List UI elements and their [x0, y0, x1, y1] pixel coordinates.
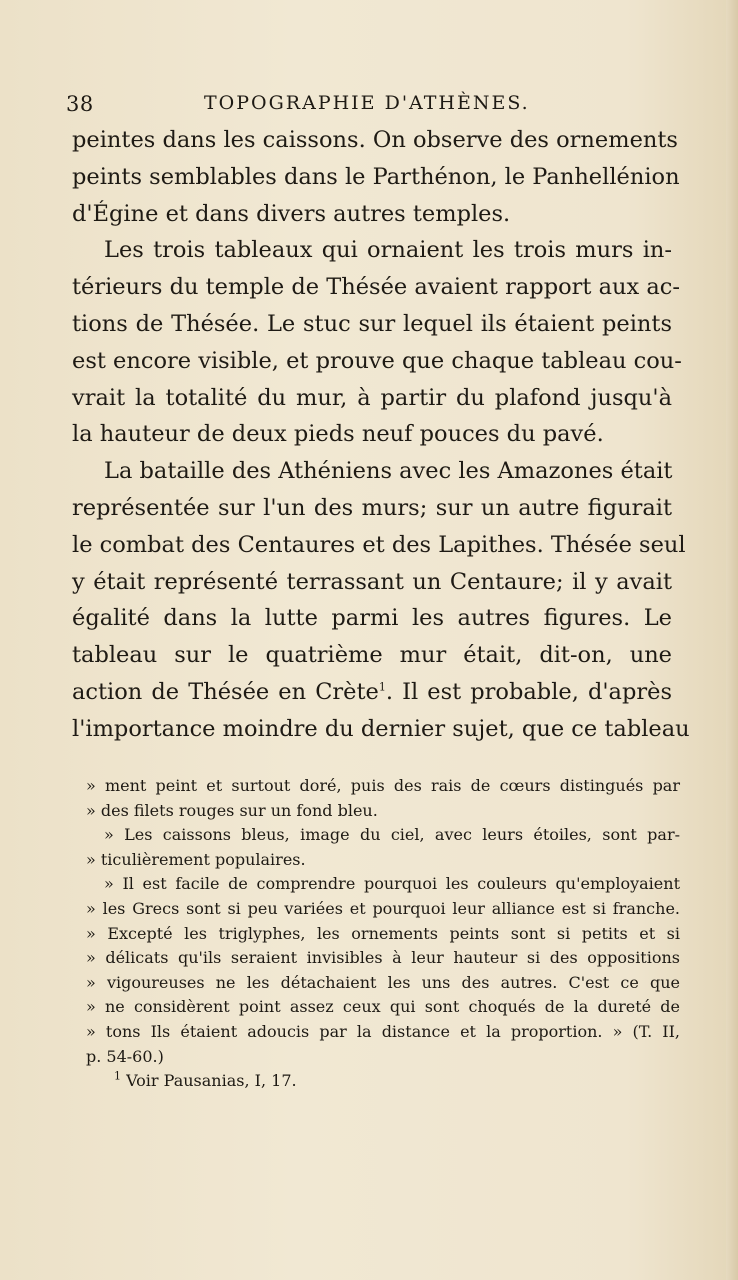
- note-line: » délicats qu'ils seraient invisibles à leur hauteur si des oppositions: [86, 948, 680, 968]
- page-header: [66, 92, 666, 122]
- main-text: [72, 122, 690, 748]
- text-line: La bataille des Athéniens avec les Amazones était: [104, 458, 673, 485]
- text-line: tableau sur le quatrième mur était, dit-on, une: [72, 642, 672, 669]
- text-fragment: . Il est probable, d'après: [385, 678, 672, 705]
- text-line: la hauteur de deux pieds neuf pouces du pavé.: [72, 421, 604, 448]
- note-line: p. 54-60.): [86, 1046, 164, 1066]
- text-line: [72, 674, 672, 711]
- text-line: tions de Thésée. Le stuc sur lequel ils étaient peints: [72, 310, 672, 337]
- note-line: » les Grecs sont si peu variées et pourquoi leur alliance est si franche.: [86, 898, 680, 918]
- text-line: est encore visible, et prouve que chaque tableau cou-: [72, 347, 682, 374]
- text-line: l'importance moindre du dernier sujet, que ce tableau: [72, 715, 690, 742]
- text-line: le combat des Centaures et des Lapithes. Thésée seul: [72, 531, 686, 558]
- note-line: » ne considèrent point assez ceux qui sont choqués de la dureté de: [86, 997, 680, 1017]
- note-line: » Les caissons bleus, image du ciel, avec leurs étoiles, sont par-: [104, 825, 680, 845]
- note-line: » Excepté les triglyphes, les ornements peints sont si petits et si: [86, 923, 680, 943]
- page-number: 38: [66, 92, 94, 116]
- note-line: » ment peint et surtout doré, puis des rais de cœurs distingués par: [86, 776, 680, 795]
- page-edge: [726, 0, 738, 1280]
- note-line: » des filets rouges sur un fond bleu.: [86, 800, 378, 820]
- text-line: y était représenté terrassant un Centaure; il y avait: [72, 568, 672, 595]
- footnote: [86, 1069, 680, 1094]
- text-line: térieurs du temple de Thésée avaient rapport aux ac-: [72, 274, 680, 301]
- footnote-ref: 1: [378, 680, 386, 694]
- note-line: » ticulièrement populaires.: [86, 849, 306, 869]
- note-line: » vigoureuses ne les détachaient les uns des autres. C'est ce que: [86, 972, 680, 992]
- running-head: TOPOGRAPHIE D'ATHÈNES.: [204, 92, 530, 114]
- text-line: d'Égine et dans divers autres temples.: [72, 200, 511, 227]
- note-line: » tons Ils étaient adoucis par la distance et la proportion. » (T. II,: [86, 1021, 680, 1041]
- notes-block: [86, 774, 680, 1094]
- text-line: peints semblables dans le Parthénon, le Panhellénion: [72, 163, 680, 190]
- text-line: Les trois tableaux qui ornaient les trois murs in-: [104, 237, 672, 264]
- text-line: représentée sur l'un des murs; sur un autre figurait: [72, 494, 672, 521]
- footnote-text: Voir Pausanias, I, 17.: [121, 1071, 297, 1091]
- text-line: peintes dans les caissons. On observe des ornements: [72, 127, 678, 153]
- text-fragment: action de Thésée en Crète: [72, 678, 379, 705]
- footnote-marker: 1: [114, 1069, 121, 1083]
- text-line: vrait la totalité du mur, à partir du plafond jusqu'à: [72, 384, 672, 411]
- note-line: » Il est facile de comprendre pourquoi les couleurs qu'employaient: [104, 874, 680, 894]
- text-line: égalité dans la lutte parmi les autres figures. Le: [72, 605, 672, 632]
